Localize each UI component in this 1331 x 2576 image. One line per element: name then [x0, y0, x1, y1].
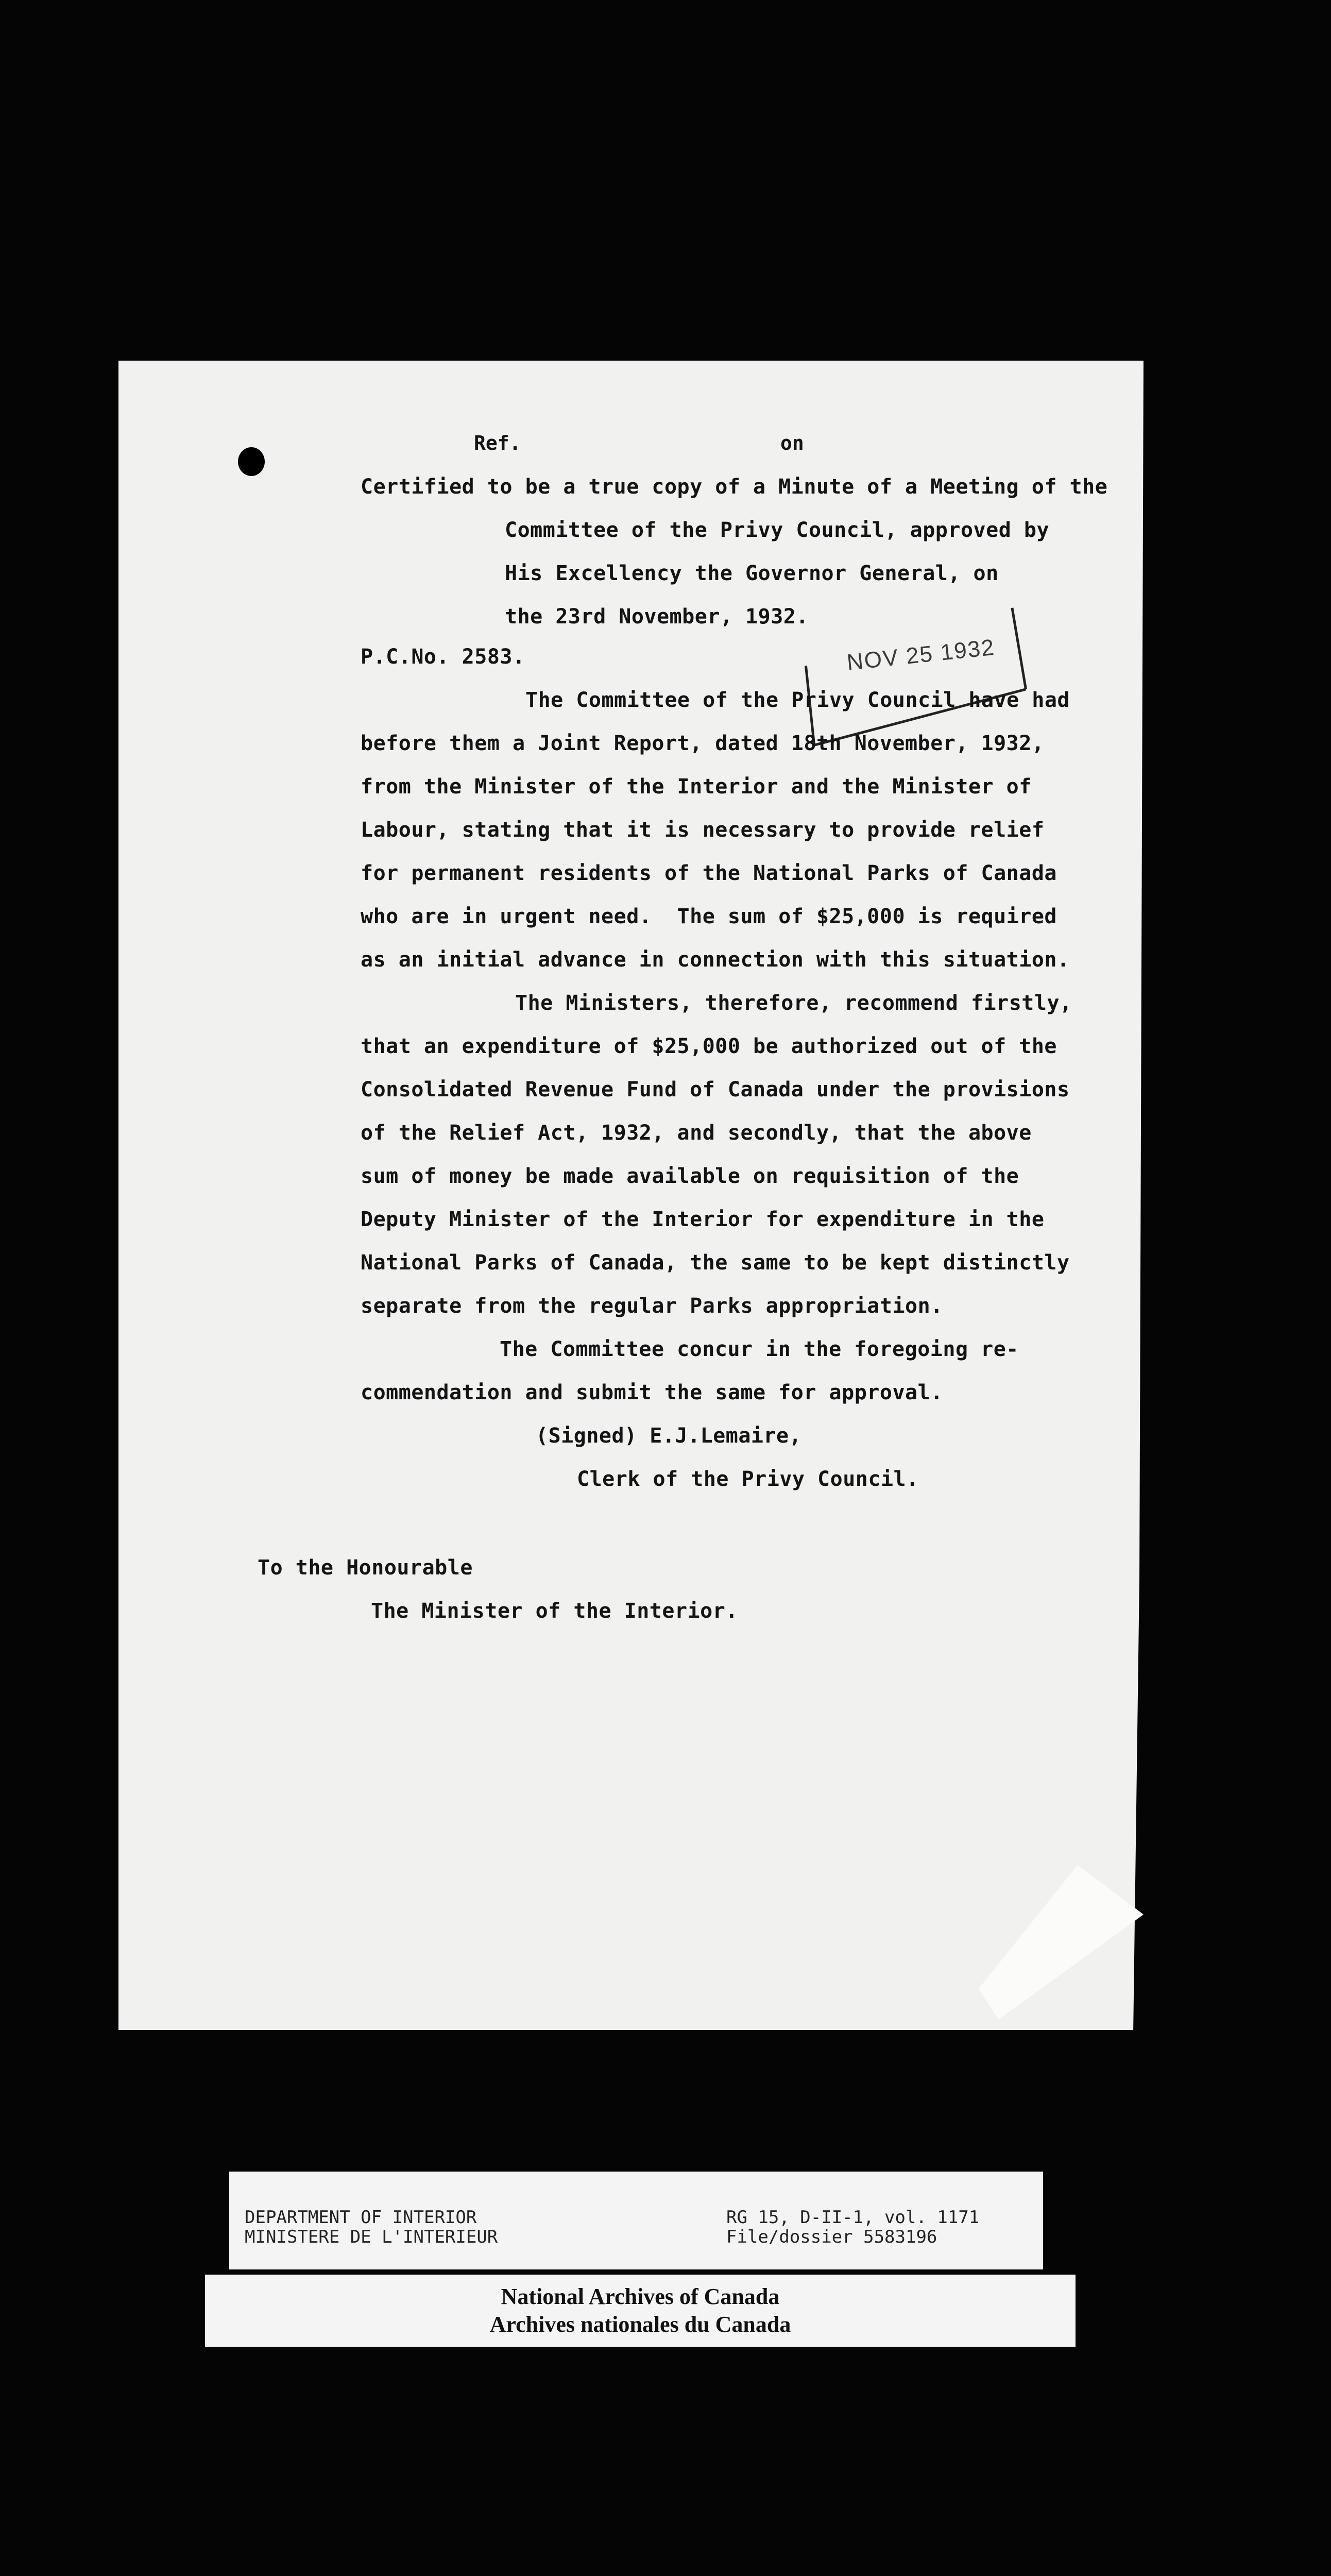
file-reference: RG 15, D-II-1, vol. 1171 File/dossier 5583196: [726, 2207, 980, 2247]
archive-file-label: [229, 2172, 1043, 2269]
body-line: who are in urgent need. The sum of $25,000 is required: [361, 905, 1057, 928]
header-line: Committee of the Privy Council, approved by: [505, 518, 1050, 542]
body-line: from the Minister of the Interior and the Minister of: [361, 775, 1032, 799]
archive-banner: [205, 2275, 1076, 2347]
body-line: separate from the regular Parks appropriation.: [361, 1294, 943, 1318]
body-line: commendation and submit the same for approval.: [361, 1381, 943, 1404]
body-line: before them a Joint Report, dated 18th November, 1932,: [361, 732, 1045, 755]
body-line: Deputy Minister of the Interior for expenditure in the: [361, 1208, 1045, 1231]
body-line: Labour, stating that it is necessary to provide relief: [361, 818, 1045, 842]
body-line: as an initial advance in connection with this situation.: [361, 948, 1070, 972]
stamp-frame: [792, 606, 1040, 749]
received-stamp: [792, 606, 1040, 749]
body-line: The Committee of the Privy Council have had: [525, 688, 1070, 712]
body-line: of the Relief Act, 1932, and secondly, that the above: [361, 1121, 1032, 1145]
pc-number: P.C.No. 2583.: [361, 645, 525, 669]
header-line: Certified to be a true copy of a Minute of a Meeting of the: [361, 475, 1108, 499]
signature-line: Clerk of the Privy Council.: [577, 1467, 919, 1491]
ref-label: Ref.: [474, 432, 521, 454]
punch-hole: [238, 447, 265, 476]
archive-name-fr: Archives nationales du Canada: [489, 2312, 791, 2337]
body-line: sum of money be made available on requisition of the: [361, 1164, 1019, 1188]
ref-on: on: [780, 432, 804, 454]
header-line: the 23rd November, 1932.: [505, 605, 809, 629]
archive-name-en: National Archives of Canada: [501, 2284, 780, 2309]
signature-line: (Signed) E.J.Lemaire,: [536, 1424, 802, 1448]
address-line: The Minister of the Interior.: [371, 1599, 738, 1623]
body-line: National Parks of Canada, the same to be kept distinctly: [361, 1251, 1070, 1275]
header-line: His Excellency the Governor General, on: [505, 562, 999, 585]
body-line: The Ministers, therefore, recommend firstly,: [515, 991, 1072, 1015]
body-line: The Committee concur in the foregoing re-: [500, 1337, 1019, 1361]
body-line: for permanent residents of the National Parks of Canada: [361, 861, 1057, 885]
body-line: Consolidated Revenue Fund of Canada under the provisions: [361, 1078, 1070, 1101]
stamp-date: NOV 25 1932: [845, 634, 996, 675]
address-line: To the Honourable: [258, 1556, 473, 1580]
department-label: DEPARTMENT OF INTERIOR MINISTERE DE L'INTERIEUR: [245, 2207, 498, 2247]
body-line: that an expenditure of $25,000 be authorized out of the: [361, 1035, 1057, 1058]
